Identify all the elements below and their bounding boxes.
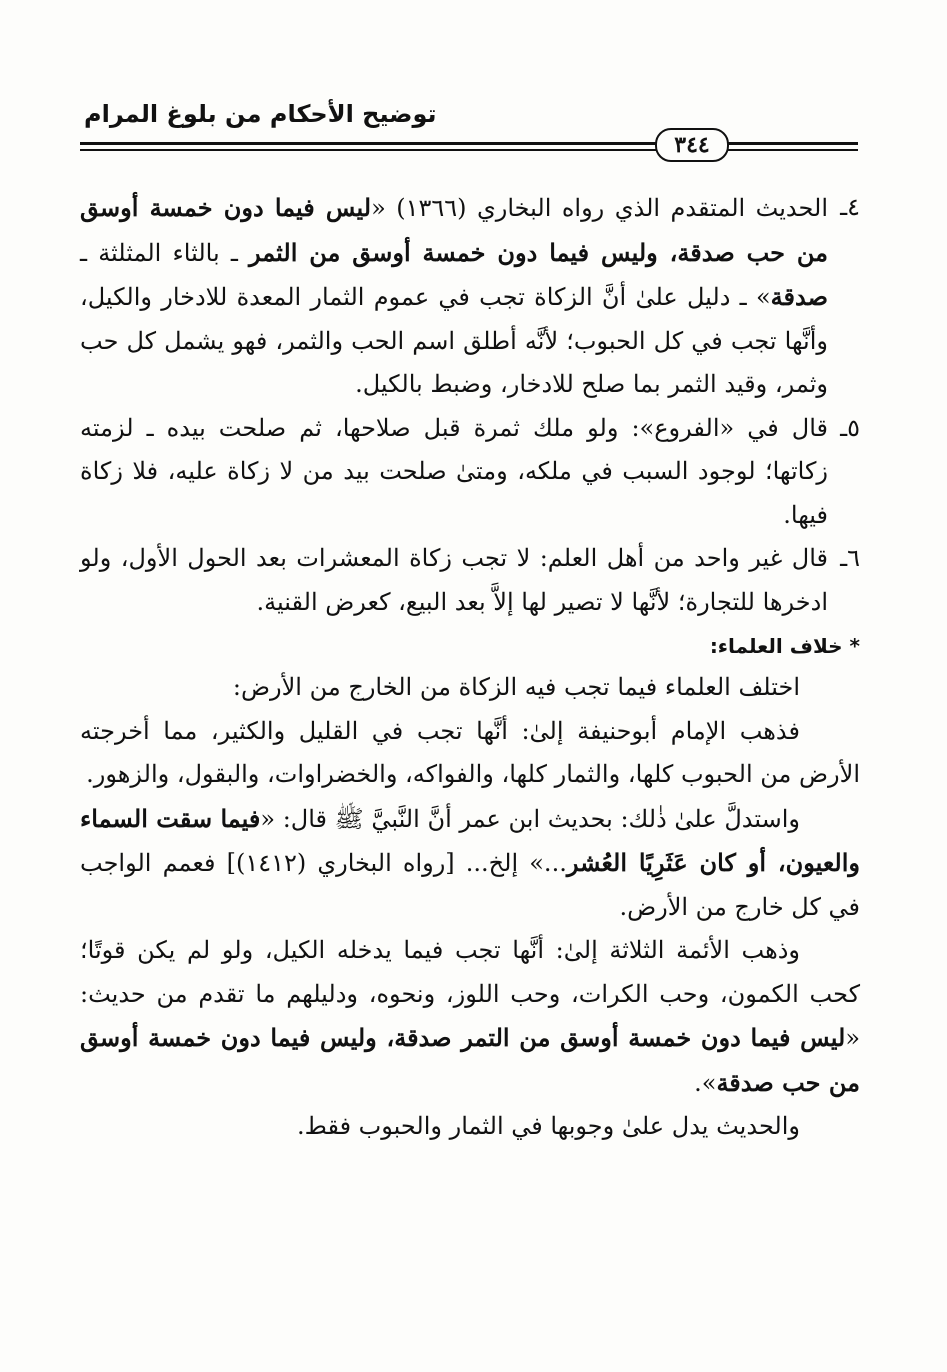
list-item bbox=[80, 407, 860, 538]
item-text: قال غير واحد من أهل العلم: لا تجب زكاة المعشرات بعد الحول الأول، ولو ادخرها للتجارة؛ لأنَّها لا تصير لها إلاَّ بعد البيع، كعرض القنية. bbox=[80, 544, 828, 616]
section-heading: * خلاف العلماء: bbox=[709, 634, 860, 658]
paragraph: والحديث يدل علىٰ وجوبها في الثمار والحبوب فقط. bbox=[297, 1112, 800, 1140]
item-number: ٤ـ bbox=[840, 193, 860, 221]
hadith-quote: فيما سقت السماء والعيون، أو كان عَثَرِيًا العُشر bbox=[80, 803, 860, 877]
header-rule-thin bbox=[80, 149, 858, 151]
paragraph bbox=[80, 797, 860, 930]
paragraph: فذهب الإمام أبوحنيفة إلىٰ: أنَّها تجب في القليل والكثير، مما أخرجته الأرض من الحبوب كلها، والثمار كلها، والفواكه، والخضراوات، والبقول، والزهور. bbox=[80, 716, 860, 788]
hadith-quote: ليس فيما دون خمسة أوسق من التمر صدقة، وليس فيما دون خمسة أوسق من حب صدقة bbox=[80, 1023, 860, 1097]
item-text: » ـ دليل علىٰ أنَّ الزكاة تجب في عموم الثمار المعدة للادخار والكيل، وأنَّها تجب في كل الحبوب؛ لأنَّه أطلق اسم الحب والثمر، فهو يشمل كل حب وثمر، وقيد الثمر بما صلح للادخار، وضبط بالكيل. bbox=[80, 283, 828, 398]
page-number: ٣٤٤ bbox=[655, 128, 729, 162]
item-text: ـ بالثاء المثلثة ـ bbox=[80, 238, 250, 267]
book-title: توضيح الأحكام من بلوغ المرام bbox=[84, 100, 437, 128]
paragraph-text: وذهب الأئمة الثلاثة إلىٰ: أنَّها تجب فيما يدخله الكيل، ولو لم يكن قوتًا؛ كحب الكمون، وحب الكرات، وحب اللوز، ونحوه، ودليلهم ما تقدم من حديث: « bbox=[80, 936, 860, 1052]
paragraph-text: ». bbox=[694, 1068, 717, 1097]
page-body bbox=[80, 186, 860, 1149]
paragraph bbox=[80, 929, 860, 1105]
header-rule bbox=[80, 142, 858, 145]
paragraph-text: ...» إلخ... [رواه البخاري (١٤١٢)] فعمم الواجب في كل خارج من الأرض. bbox=[80, 849, 860, 921]
item-number: ٥ـ bbox=[840, 413, 860, 442]
paragraph: اختلف العلماء فيما تجب فيه الزكاة من الخارج من الأرض: bbox=[232, 673, 800, 701]
item-text: قال في «الفروع»: ولو ملك ثمرة قبل صلاحها، ثم صلحت بيده ـ لزمته زكاتها؛ لوجود السبب في ملكه، ومتىٰ صلحت بيد من لا زكاة عليه، فلا زكاة فيها. bbox=[80, 413, 828, 529]
paragraph-text: واستدلَّ علىٰ ذٰلك: بحديث ابن عمر أنَّ النَّبيَّ ﷺ قال: « bbox=[260, 804, 800, 833]
item-number: ٦ـ bbox=[840, 544, 860, 572]
list-item bbox=[80, 186, 860, 407]
hadith-quote: صدقة bbox=[770, 282, 828, 311]
list-item bbox=[80, 537, 860, 624]
hadith-quote: ليس فيما دون خمسة أوسق من حب صدقة، وليس فيما دون خمسة أوسق من الثمر bbox=[80, 193, 829, 267]
item-text: الحديث المتقدم الذي رواه البخاري (١٣٦٦) « bbox=[371, 194, 828, 222]
